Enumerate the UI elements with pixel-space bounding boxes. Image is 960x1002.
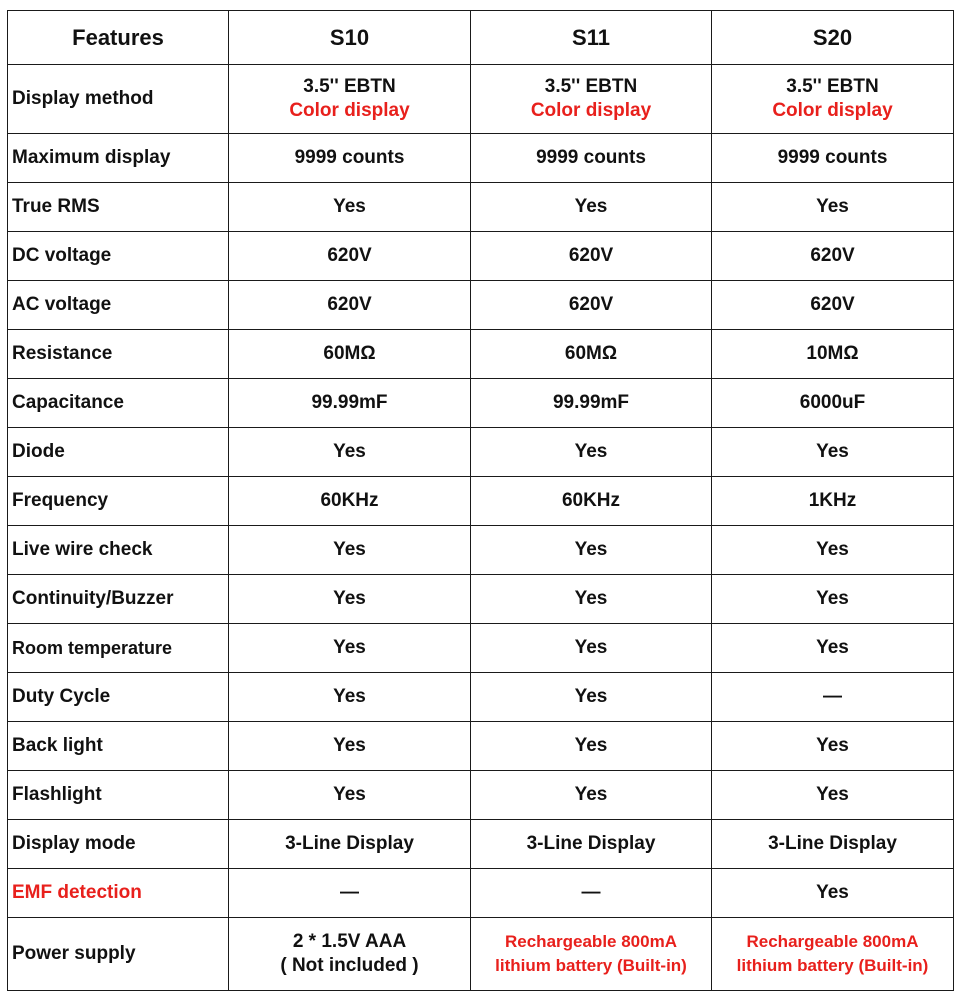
- row-flashlight: [8, 771, 954, 820]
- cell-s11: 9999 counts: [471, 134, 712, 183]
- cell-s10: 60KHz: [229, 477, 471, 526]
- cell-line: 3.5'' EBTN: [303, 76, 396, 97]
- cell-s10: Yes: [229, 526, 471, 575]
- spec-comparison-table: [7, 10, 954, 991]
- row-resistance: [8, 330, 954, 379]
- row-live-wire-check: [8, 526, 954, 575]
- feature-label: Display mode: [8, 820, 229, 869]
- feature-label: Maximum display: [8, 134, 229, 183]
- row-display-method: [8, 65, 954, 134]
- row-back-light: [8, 722, 954, 771]
- cell-s20: —: [712, 673, 954, 722]
- cell-s20: Yes: [712, 869, 954, 918]
- feature-label: Frequency: [8, 477, 229, 526]
- feature-label: Display method: [8, 65, 229, 134]
- cell-line-highlight: Color display: [530, 100, 652, 121]
- cell-s20: 1KHz: [712, 477, 954, 526]
- cell-s11: 620V: [471, 281, 712, 330]
- header-model-s11: S11: [471, 11, 712, 65]
- cell-s10: Yes: [229, 624, 471, 673]
- cell-s20: Yes: [712, 624, 954, 673]
- feature-label: Diode: [8, 428, 229, 477]
- cell-s11: Yes: [471, 722, 712, 771]
- cell-s10: [229, 918, 471, 991]
- cell-s20: Yes: [712, 722, 954, 771]
- row-continuity-buzzer: [8, 575, 954, 624]
- cell-s11: Yes: [471, 526, 712, 575]
- header-row: [8, 11, 954, 65]
- cell-line-highlight: Color display: [772, 100, 893, 121]
- cell-s20: Yes: [712, 183, 954, 232]
- feature-label: Capacitance: [8, 379, 229, 428]
- cell-line-highlight: lithium battery (Built-in): [736, 956, 929, 975]
- cell-s10: [229, 65, 471, 134]
- cell-s10: 60MΩ: [229, 330, 471, 379]
- cell-s20: [712, 918, 954, 991]
- row-power-supply: [8, 918, 954, 991]
- cell-s11: Yes: [471, 771, 712, 820]
- cell-s11: 60KHz: [471, 477, 712, 526]
- cell-s11: 620V: [471, 232, 712, 281]
- cell-s11: Yes: [471, 575, 712, 624]
- cell-s10: 3-Line Display: [229, 820, 471, 869]
- cell-line: 3.5'' EBTN: [786, 76, 879, 97]
- feature-label: Duty Cycle: [8, 673, 229, 722]
- feature-label: Resistance: [8, 330, 229, 379]
- cell-s20: 9999 counts: [712, 134, 954, 183]
- cell-s11: [471, 918, 712, 991]
- cell-s10: 9999 counts: [229, 134, 471, 183]
- feature-label: AC voltage: [8, 281, 229, 330]
- cell-s20: 3-Line Display: [712, 820, 954, 869]
- cell-s20: [712, 65, 954, 134]
- row-capacitance: [8, 379, 954, 428]
- cell-line-highlight: Rechargeable 800mA: [505, 932, 677, 951]
- cell-s10: Yes: [229, 673, 471, 722]
- cell-s11: Yes: [471, 624, 712, 673]
- cell-s11: Yes: [471, 428, 712, 477]
- feature-label: Live wire check: [8, 526, 229, 575]
- row-maximum-display: [8, 134, 954, 183]
- row-room-temperature: [8, 624, 954, 673]
- feature-label: Continuity/Buzzer: [8, 575, 229, 624]
- cell-line-highlight: Rechargeable 800mA: [746, 932, 919, 951]
- cell-s10: 99.99mF: [229, 379, 471, 428]
- cell-s20: Yes: [712, 526, 954, 575]
- feature-label-highlight: EMF detection: [8, 869, 229, 918]
- row-dc-voltage: [8, 232, 954, 281]
- cell-line: 3.5'' EBTN: [544, 76, 638, 97]
- header-model-s10: S10: [229, 11, 471, 65]
- cell-s20: Yes: [712, 771, 954, 820]
- cell-s11: 99.99mF: [471, 379, 712, 428]
- cell-line: 2 * 1.5V AAA: [292, 931, 407, 952]
- cell-s11: [471, 65, 712, 134]
- cell-s10: 620V: [229, 281, 471, 330]
- cell-s10: —: [229, 869, 471, 918]
- feature-label: Flashlight: [8, 771, 229, 820]
- cell-line-highlight: lithium battery (Built-in): [495, 956, 687, 975]
- header-features: Features: [8, 11, 229, 65]
- cell-s11: 60MΩ: [471, 330, 712, 379]
- feature-label: Power supply: [8, 918, 229, 991]
- row-display-mode: [8, 820, 954, 869]
- feature-label: Room temperature: [8, 624, 229, 673]
- row-diode: [8, 428, 954, 477]
- row-duty-cycle: [8, 673, 954, 722]
- cell-line: ( Not included ): [280, 955, 419, 976]
- cell-s11: —: [471, 869, 712, 918]
- row-emf-detection: [8, 869, 954, 918]
- cell-s20: 10MΩ: [712, 330, 954, 379]
- cell-s20: 6000uF: [712, 379, 954, 428]
- cell-s10: Yes: [229, 428, 471, 477]
- feature-label: True RMS: [8, 183, 229, 232]
- header-model-s20: S20: [712, 11, 954, 65]
- row-true-rms: [8, 183, 954, 232]
- cell-s20: 620V: [712, 232, 954, 281]
- row-frequency: [8, 477, 954, 526]
- cell-s10: Yes: [229, 183, 471, 232]
- cell-s20: 620V: [712, 281, 954, 330]
- feature-label: DC voltage: [8, 232, 229, 281]
- cell-line-highlight: Color display: [289, 100, 410, 121]
- cell-s10: Yes: [229, 575, 471, 624]
- feature-label: Back light: [8, 722, 229, 771]
- cell-s11: Yes: [471, 673, 712, 722]
- row-ac-voltage: [8, 281, 954, 330]
- cell-s20: Yes: [712, 575, 954, 624]
- cell-s11: 3-Line Display: [471, 820, 712, 869]
- cell-s20: Yes: [712, 428, 954, 477]
- cell-s10: 620V: [229, 232, 471, 281]
- cell-s10: Yes: [229, 722, 471, 771]
- cell-s10: Yes: [229, 771, 471, 820]
- cell-s11: Yes: [471, 183, 712, 232]
